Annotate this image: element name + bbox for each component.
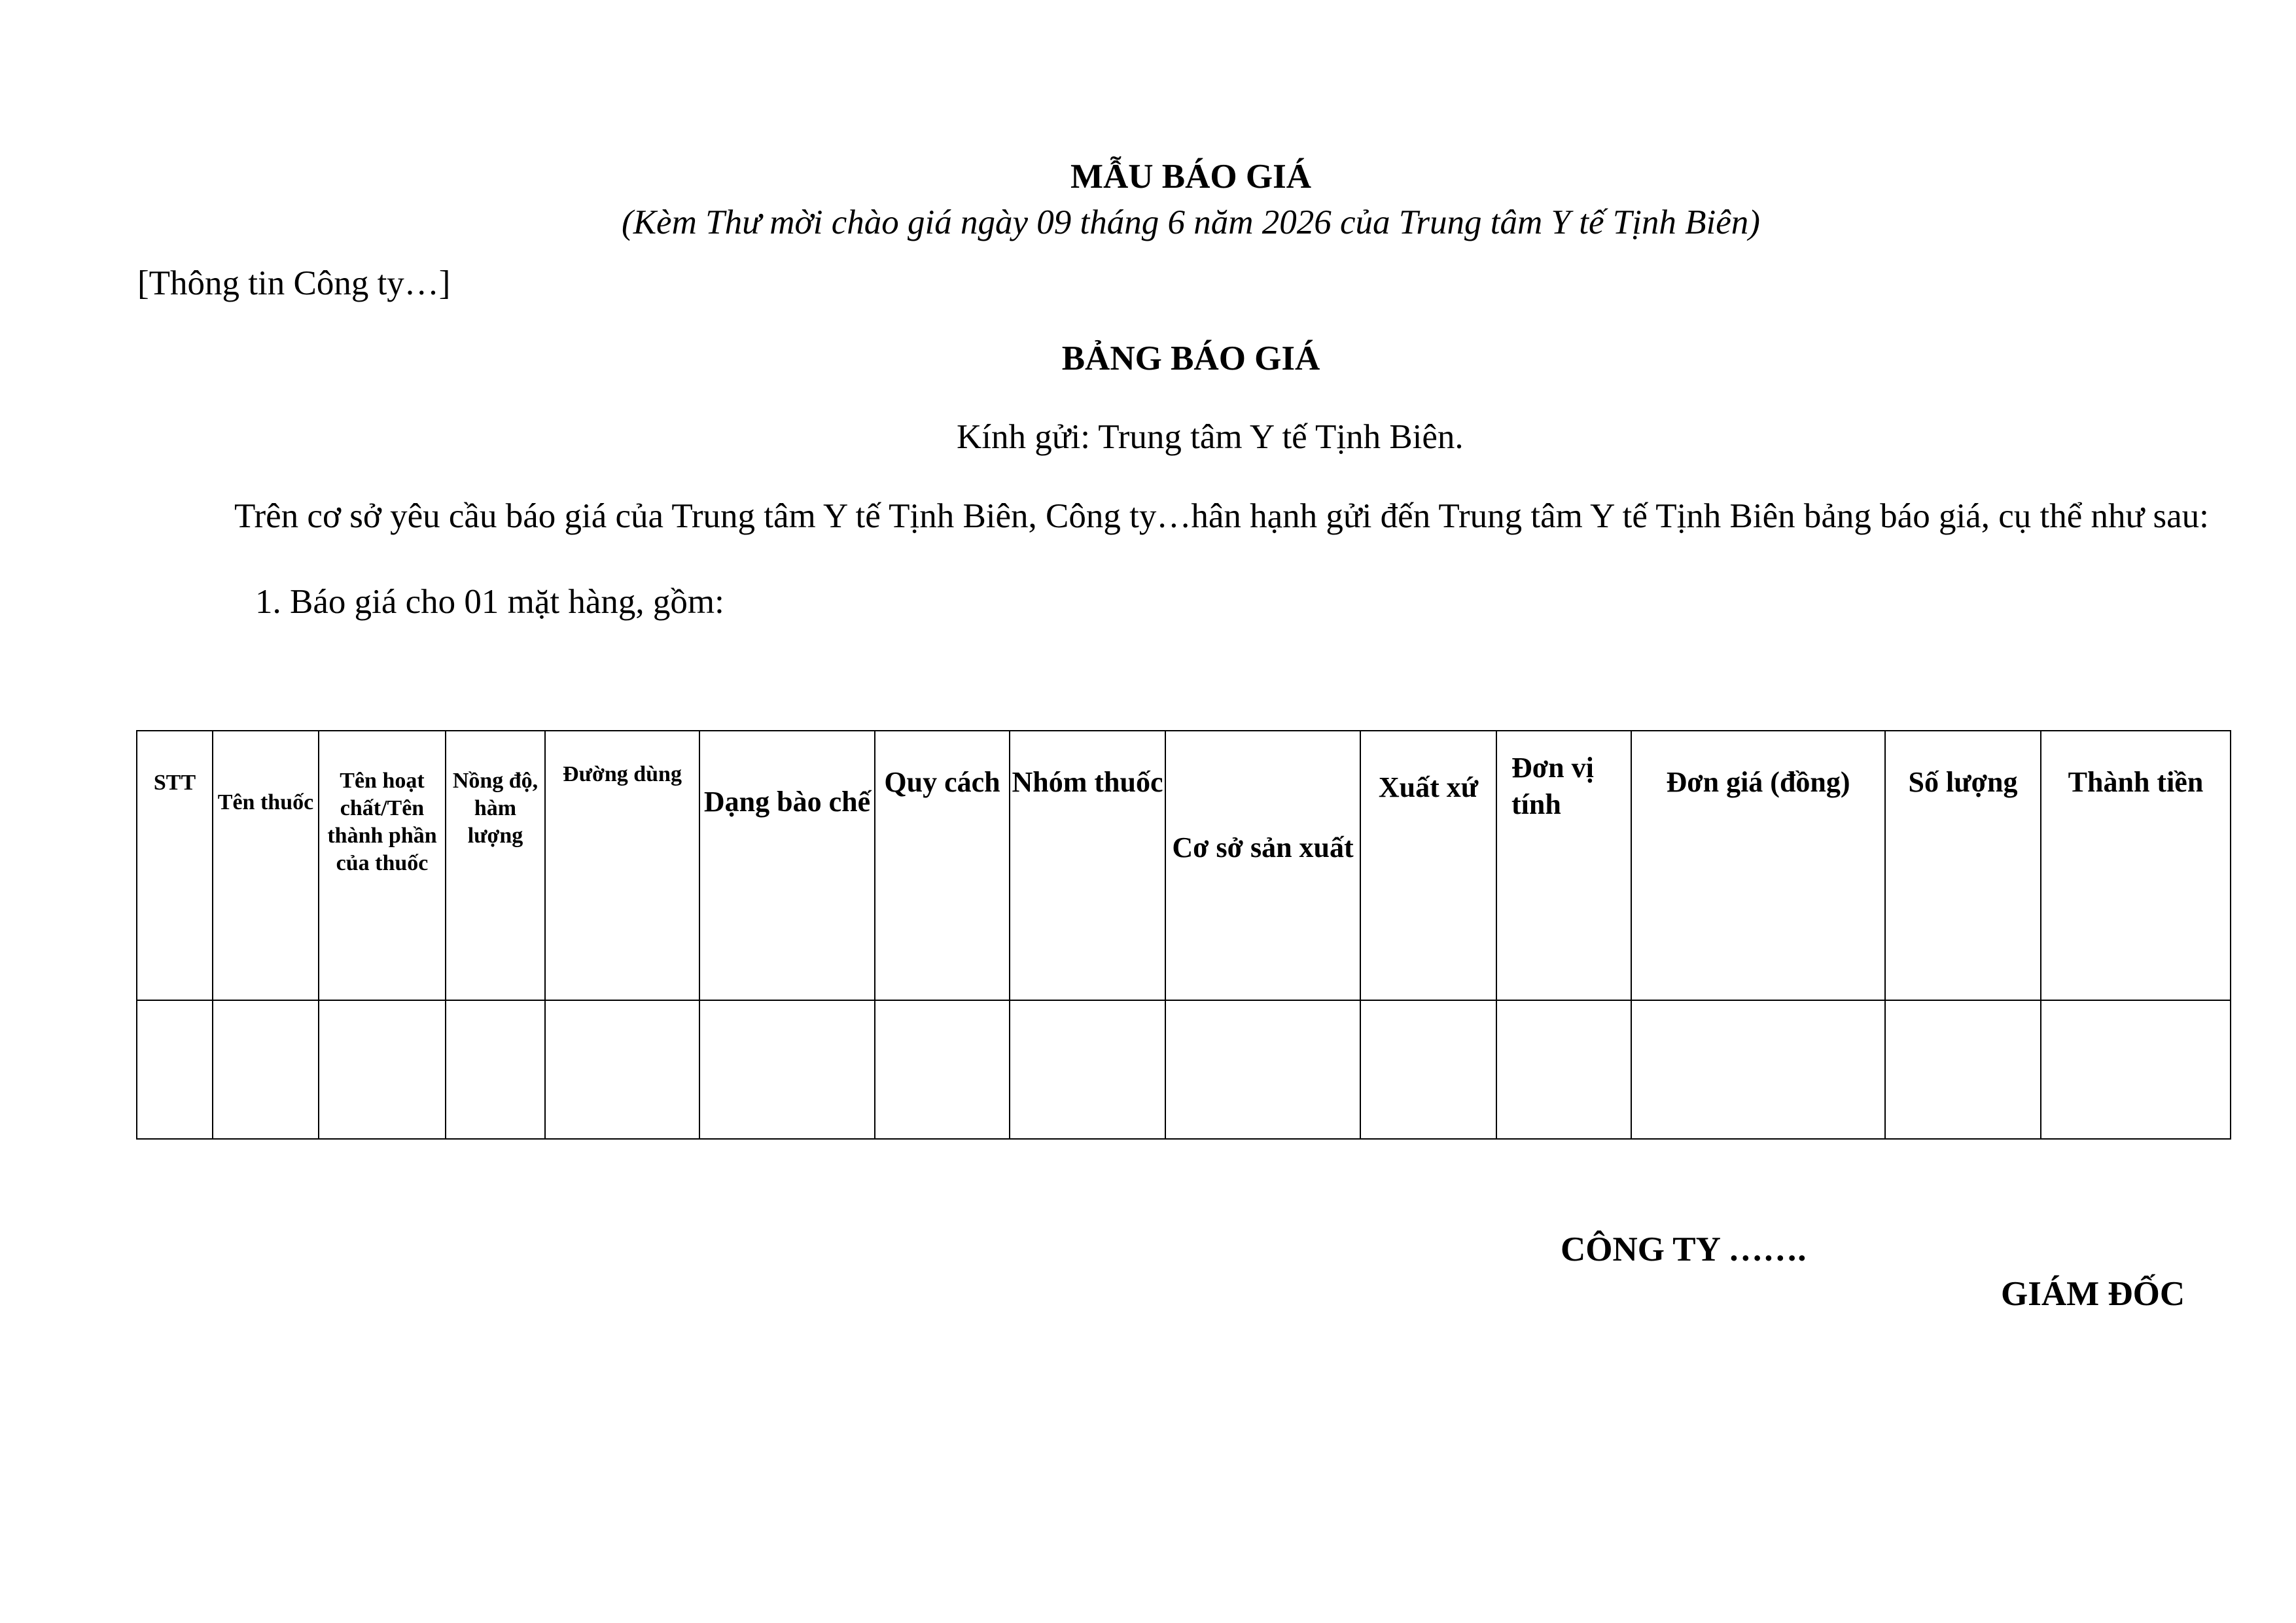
- header-nhom-thuoc: Nhóm thuốc: [1010, 731, 1165, 1000]
- header-thanh-tien: Thành tiền: [2041, 731, 2231, 1000]
- table-cell: [1360, 1000, 1496, 1139]
- table-header-row: [137, 731, 2231, 1000]
- table-cell: [137, 1000, 213, 1139]
- table-cell: [875, 1000, 1010, 1139]
- table-cell: [1165, 1000, 1360, 1139]
- table-cell: [1496, 1000, 1631, 1139]
- header-quy-cach: Quy cách: [875, 731, 1010, 1000]
- quote-table: [136, 730, 2231, 1140]
- quote-table-title: BẢNG BÁO GIÁ: [1061, 340, 1320, 377]
- header-don-gia: Đơn giá (đồng): [1631, 731, 1885, 1000]
- table-row: [137, 1000, 2231, 1139]
- signature-company: CÔNG TY …….: [1561, 1230, 1807, 1268]
- table-cell: [699, 1000, 875, 1139]
- document-title: MẪU BÁO GIÁ: [1070, 158, 1312, 196]
- document-subtitle: (Kèm Thư mời chào giá ngày 09 tháng 6 năm 2026 của Trung tâm Y tế Tịnh Biên): [622, 203, 1760, 241]
- header-stt: STT: [137, 731, 213, 1000]
- signature-director: GIÁM ĐỐC: [2001, 1275, 2185, 1313]
- list-item-1: 1. Báo giá cho 01 mặt hàng, gồm:: [255, 583, 724, 621]
- header-so-luong: Số lượng: [1885, 731, 2041, 1000]
- header-nong-do: Nồng độ, hàm lượng: [446, 731, 545, 1000]
- header-dang-bao-che: Dạng bào chế: [699, 731, 875, 1000]
- recipient-line: Kính gửi: Trung tâm Y tế Tịnh Biên.: [957, 418, 1464, 456]
- header-don-vi-tinh: Đơn vị tính: [1496, 731, 1631, 1000]
- table-cell: [319, 1000, 446, 1139]
- table-cell: [446, 1000, 545, 1139]
- header-ten-hoat-chat: Tên hoạt chất/Tên thành phần của thuốc: [319, 731, 446, 1000]
- table-cell: [213, 1000, 319, 1139]
- table-cell: [545, 1000, 699, 1139]
- header-duong-dung: Đường dùng: [545, 731, 699, 1000]
- intro-paragraph: Trên cơ sở yêu cầu báo giá của Trung tâm Y tế Tịnh Biên, Công ty…hân hạnh gửi đến Trung tâm Y tế Tịnh Biên bảng báo giá, cụ thể như sau:: [234, 497, 2209, 535]
- table-cell: [1631, 1000, 1885, 1139]
- header-co-so-san-xuat: Cơ sở sản xuất: [1165, 731, 1360, 1000]
- header-ten-thuoc: Tên thuốc: [213, 731, 319, 1000]
- company-info-placeholder: [Thông tin Công ty…]: [137, 264, 451, 302]
- header-xuat-xu: Xuất xứ: [1360, 731, 1496, 1000]
- table-cell: [1010, 1000, 1165, 1139]
- table-cell: [1885, 1000, 2041, 1139]
- table-cell: [2041, 1000, 2231, 1139]
